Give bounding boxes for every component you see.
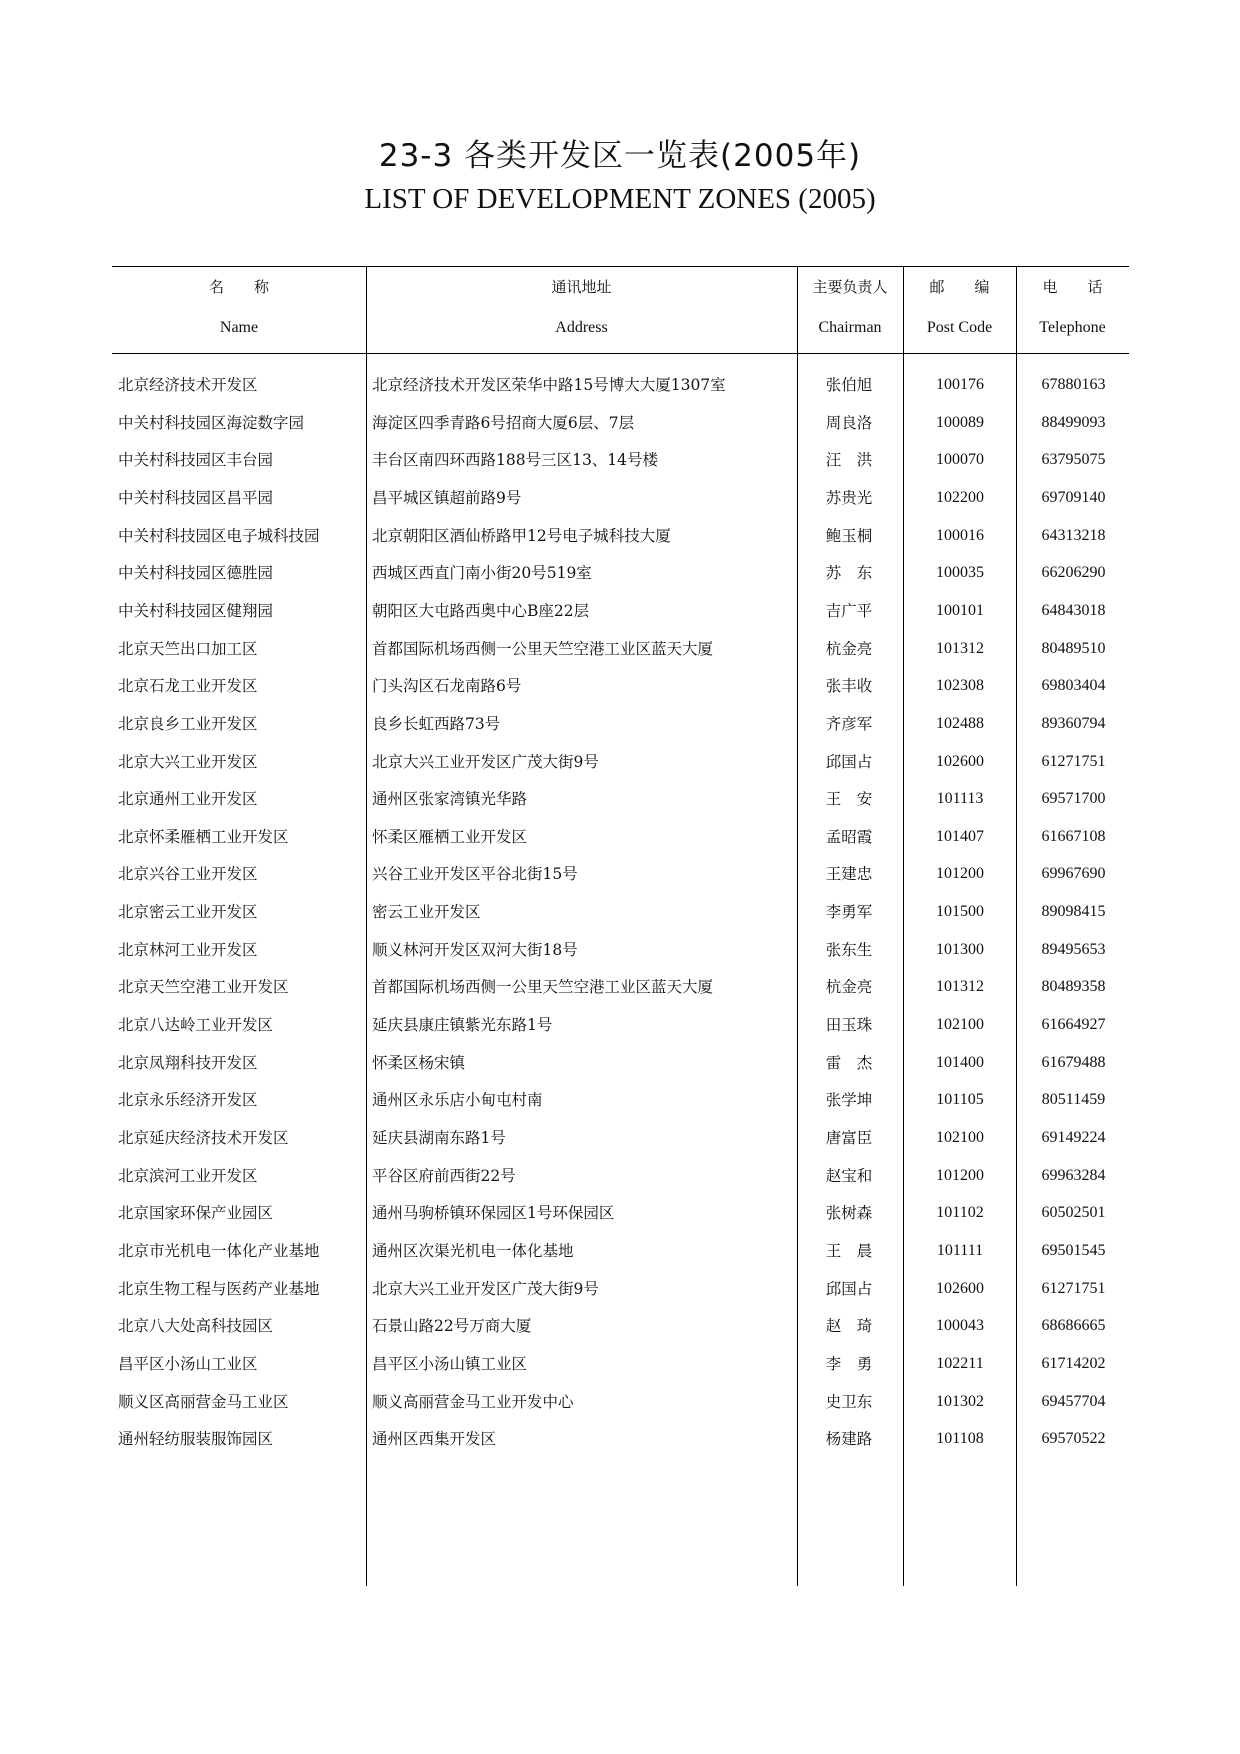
zone-chairman: 雷 杰: [825, 1053, 873, 1072]
zone-post-code: 101102: [936, 1204, 984, 1222]
zone-name: 北京凤翔科技开发区: [118, 1053, 258, 1072]
header-telephone-cn: 电 话: [1042, 278, 1103, 296]
zone-address: 延庆县康庄镇紫光东路1号: [372, 1016, 553, 1035]
zone-post-code: 102308: [936, 677, 984, 695]
zone-post-code: 100176: [936, 376, 984, 393]
zone-telephone: 69457704: [1041, 1392, 1106, 1410]
zone-telephone: 69803404: [1041, 677, 1106, 695]
zone-telephone: 89098415: [1041, 903, 1106, 921]
zone-chairman: 鲍玉桐: [825, 526, 873, 545]
zone-post-code: 101300: [936, 940, 984, 958]
table-row: [112, 816, 1129, 858]
header-address: [366, 276, 797, 337]
zone-address: 良乡长虹西路73号: [372, 714, 501, 733]
zone-address: 昌平区小汤山镇工业区: [372, 1354, 528, 1373]
zone-name: 北京通州工业开发区: [118, 790, 258, 809]
zone-address: 顺义林河开发区双河大街18号: [372, 940, 578, 959]
zone-telephone: 80511459: [1041, 1091, 1106, 1109]
zone-address: 石景山路22号万商大厦: [372, 1317, 532, 1336]
zone-address: 通州马驹桥镇环保园区1号环保园区: [372, 1204, 615, 1223]
zone-post-code: 101113: [936, 790, 984, 808]
zone-address: 通州区永乐店小甸屯村南: [372, 1091, 543, 1110]
zone-telephone: 64313218: [1041, 526, 1106, 544]
zone-address: 昌平城区镇超前路9号: [372, 488, 522, 507]
zone-name: 北京八大处高科技园区: [118, 1317, 274, 1336]
zone-post-code: 102200: [936, 488, 984, 506]
zone-chairman: 齐彦军: [825, 714, 873, 733]
table-row: [112, 477, 1129, 519]
zone-telephone: 80489510: [1041, 639, 1106, 657]
zone-post-code: 101108: [936, 1430, 984, 1448]
zone-chairman: 张伯旭: [825, 376, 873, 394]
zone-address: 兴谷工业开发区平谷北街15号: [372, 865, 578, 884]
zone-telephone: 68686665: [1041, 1317, 1106, 1335]
zone-address: 北京经济技术开发区荣华中路15号博大大厦1307室: [372, 376, 726, 394]
zone-chairman: 王 晨: [825, 1241, 873, 1260]
table-row: [112, 966, 1129, 1008]
page-title-english: LIST OF DEVELOPMENT ZONES (2005): [364, 183, 876, 215]
zone-name: 北京密云工业开发区: [118, 903, 258, 922]
table-row: [112, 515, 1129, 557]
zone-chairman: 吉广平: [825, 601, 873, 620]
zone-address: 怀柔区雁栖工业开发区: [372, 827, 528, 846]
zone-chairman: 赵宝和: [825, 1166, 873, 1185]
header-post-code: [903, 276, 1016, 337]
zone-address: 首都国际机场西侧一公里天竺空港工业区蓝天大厦: [372, 639, 714, 658]
zone-name: 北京石龙工业开发区: [118, 677, 258, 696]
zone-post-code: 102100: [936, 1016, 984, 1034]
zone-chairman: 李 勇: [825, 1354, 873, 1373]
zone-name: 中关村科技园区昌平园: [118, 488, 274, 507]
zone-chairman: 邱国占: [825, 752, 873, 771]
zone-name: 中关村科技园区丰台园: [118, 451, 274, 470]
header-chairman: [797, 276, 903, 337]
zone-post-code: 102211: [936, 1354, 984, 1372]
zone-chairman: 邱国占: [825, 1279, 873, 1298]
zone-telephone: 61714202: [1041, 1354, 1106, 1372]
zone-name: 北京经济技术开发区: [118, 376, 258, 394]
table-row: [112, 1192, 1129, 1234]
zone-chairman: 张学坤: [825, 1091, 873, 1110]
table-row: [112, 703, 1129, 745]
zone-telephone: 69963284: [1041, 1166, 1106, 1184]
zone-post-code: 102600: [936, 752, 984, 770]
zone-address: 通州区张家湾镇光华路: [372, 790, 528, 809]
page-title-chinese: 23-3 各类开发区一览表(2005年): [378, 138, 862, 174]
zone-telephone: 61271751: [1041, 752, 1106, 770]
zone-chairman: 汪 洪: [825, 451, 873, 470]
zone-post-code: 100089: [936, 413, 984, 431]
zone-name: 北京怀柔雁栖工业开发区: [118, 827, 289, 846]
zone-address: 通州区次渠光机电一体化基地: [372, 1241, 574, 1260]
zone-name: 中关村科技园区德胜园: [118, 564, 274, 583]
header-chairman-cn: 主要负责人: [812, 278, 888, 296]
zone-post-code: 100016: [936, 526, 984, 544]
zone-telephone: 69501545: [1041, 1241, 1106, 1259]
zone-name: 北京延庆经济技术开发区: [118, 1129, 289, 1147]
table-row: [112, 929, 1129, 971]
zone-address: 怀柔区杨宋镇: [372, 1053, 466, 1072]
zone-telephone: 61679488: [1041, 1053, 1106, 1071]
zone-name: 北京生物工程与医药产业基地: [118, 1279, 320, 1298]
table-row: [112, 439, 1129, 481]
zone-chairman: 史卫东: [825, 1392, 873, 1411]
zone-address: 门头沟区石龙南路6号: [372, 677, 522, 696]
zone-telephone: 88499093: [1041, 413, 1106, 431]
table-row: [112, 1230, 1129, 1272]
table-row: [112, 1343, 1129, 1385]
zone-chairman: 李勇军: [825, 903, 873, 922]
zone-telephone: 69570522: [1041, 1430, 1106, 1448]
zone-address: 北京朝阳区酒仙桥路甲12号电子城科技大厦: [372, 526, 671, 545]
zone-address: 北京大兴工业开发区广茂大街9号: [372, 752, 599, 771]
zone-telephone: 61667108: [1041, 827, 1106, 845]
zone-chairman: 唐富臣: [825, 1129, 873, 1147]
zone-name: 北京良乡工业开发区: [118, 714, 258, 733]
zone-name: 北京市光机电一体化产业基地: [118, 1241, 320, 1260]
zone-name: 北京八达岭工业开发区: [118, 1016, 274, 1035]
zone-chairman: 赵 琦: [825, 1317, 873, 1336]
zone-chairman: 杨建路: [825, 1430, 873, 1449]
zone-telephone: 89495653: [1041, 940, 1106, 958]
zone-name: 北京林河工业开发区: [118, 940, 258, 959]
zone-name: 北京兴谷工业开发区: [118, 865, 258, 884]
zone-name: 昌平区小汤山工业区: [118, 1354, 258, 1373]
zone-telephone: 61271751: [1041, 1279, 1106, 1297]
zone-address: 北京大兴工业开发区广茂大街9号: [372, 1279, 599, 1298]
zone-address: 平谷区府前西街22号: [372, 1166, 516, 1185]
zone-telephone: 66206290: [1041, 564, 1106, 582]
header-bottom-rule: [112, 353, 1129, 354]
zone-chairman: 苏 东: [825, 564, 873, 583]
zone-telephone: 63795075: [1041, 451, 1106, 469]
zone-address: 密云工业开发区: [372, 903, 481, 922]
zone-post-code: 101500: [936, 903, 984, 921]
zone-telephone: 69571700: [1041, 790, 1106, 808]
table-row: [112, 364, 1129, 406]
zone-post-code: 101302: [936, 1392, 984, 1410]
header-name-cn: 名 称: [208, 278, 269, 296]
zone-address: 顺义高丽营金马工业开发中心: [372, 1392, 574, 1411]
zone-telephone: 80489358: [1041, 978, 1106, 996]
zone-post-code: 101200: [936, 865, 984, 883]
zone-post-code: 101200: [936, 1166, 984, 1184]
zone-telephone: 69967690: [1041, 865, 1106, 883]
table-row: [112, 891, 1129, 933]
zone-address: 海淀区四季青路6号招商大厦6层、7层: [372, 413, 635, 432]
zone-post-code: 100101: [936, 601, 984, 619]
zone-name: 北京滨河工业开发区: [118, 1166, 258, 1185]
zone-telephone: 69149224: [1041, 1129, 1106, 1146]
table-row: [112, 590, 1129, 632]
zone-name: 通州轻纺服装服饰园区: [118, 1430, 274, 1449]
zone-name: 顺义区高丽营金马工业区: [118, 1392, 289, 1411]
zone-chairman: 苏贵光: [825, 488, 873, 507]
table-row: [112, 741, 1129, 783]
table-row: [112, 1418, 1129, 1460]
zone-address: 首都国际机场西侧一公里天竺空港工业区蓝天大厦: [372, 978, 714, 997]
zone-chairman: 孟昭霞: [825, 827, 873, 846]
zone-address: 朝阳区大屯路西奥中心B座22层: [372, 601, 590, 620]
zone-post-code: 101400: [936, 1053, 984, 1071]
zone-chairman: 张东生: [825, 940, 873, 959]
zone-name: 中关村科技园区健翔园: [118, 601, 274, 620]
zone-post-code: 101312: [936, 978, 984, 996]
zone-post-code: 101105: [936, 1091, 984, 1109]
zone-address: 丰台区南四环西路188号三区13、14号楼: [372, 451, 659, 470]
zone-address: 通州区西集开发区: [372, 1430, 497, 1449]
zone-post-code: 101312: [936, 639, 984, 657]
table-row: [112, 1042, 1129, 1084]
table-row: [112, 853, 1129, 895]
zone-chairman: 田玉珠: [825, 1016, 873, 1035]
table-row: [112, 628, 1129, 670]
header-post-code-en: Post Code: [926, 319, 993, 336]
zone-chairman: 张树森: [825, 1204, 873, 1223]
header-telephone: [1016, 276, 1129, 337]
table-row: [112, 1381, 1129, 1423]
header-address-en: Address: [555, 319, 608, 336]
table-row: [112, 1079, 1129, 1121]
zone-chairman: 杭金亮: [825, 978, 873, 997]
zone-post-code: 102488: [936, 714, 984, 732]
zone-name: 北京天竺空港工业开发区: [118, 978, 289, 997]
table-row: [112, 552, 1129, 594]
header-name-en: Name: [219, 319, 259, 336]
table-row: [112, 1155, 1129, 1197]
zone-telephone: 69709140: [1041, 488, 1106, 506]
zone-telephone: 64843018: [1041, 601, 1106, 619]
table-row: [112, 665, 1129, 707]
zone-post-code: 100043: [936, 1317, 984, 1335]
table-row: [112, 778, 1129, 820]
zone-post-code: 102100: [936, 1129, 984, 1146]
zone-chairman: 周良洛: [825, 413, 873, 432]
zone-chairman: 张丰收: [825, 677, 873, 696]
header-post-code-cn: 邮 编: [929, 278, 990, 296]
zone-address: 西城区西直门南小街20号519室: [372, 564, 592, 583]
zone-name: 北京大兴工业开发区: [118, 752, 258, 771]
zone-name: 北京国家环保产业园区: [118, 1204, 274, 1223]
zone-post-code: 100035: [936, 564, 984, 582]
table-row: [112, 1004, 1129, 1046]
table-row: [112, 1117, 1129, 1159]
zone-name: 北京永乐经济开发区: [118, 1091, 258, 1110]
header-telephone-en: Telephone: [1039, 319, 1106, 336]
table-row: [112, 1268, 1129, 1310]
zone-post-code: 101407: [936, 827, 984, 845]
table-top-rule: [112, 266, 1129, 267]
zone-name: 中关村科技园区电子城科技园: [118, 526, 320, 545]
zone-post-code: 101111: [936, 1241, 984, 1259]
header-name: [112, 276, 366, 337]
zone-address: 延庆县湖南东路1号: [372, 1129, 506, 1147]
zone-name: 中关村科技园区海淀数字园: [118, 413, 305, 432]
header-address-cn: 通讯地址: [551, 278, 612, 296]
zone-telephone: 89360794: [1041, 714, 1106, 732]
header-chairman-en: Chairman: [818, 319, 882, 336]
zone-post-code: 102600: [936, 1279, 984, 1297]
table-row: [112, 1305, 1129, 1347]
zone-chairman: 王建忠: [825, 865, 873, 884]
zone-telephone: 61664927: [1041, 1016, 1106, 1034]
zone-telephone: 60502501: [1041, 1204, 1106, 1222]
table-row: [112, 402, 1129, 444]
zone-name: 北京天竺出口加工区: [118, 639, 258, 658]
zone-telephone: 67880163: [1041, 376, 1106, 393]
zone-post-code: 100070: [936, 451, 984, 469]
zone-chairman: 杭金亮: [825, 639, 873, 658]
zone-chairman: 王 安: [825, 790, 873, 809]
